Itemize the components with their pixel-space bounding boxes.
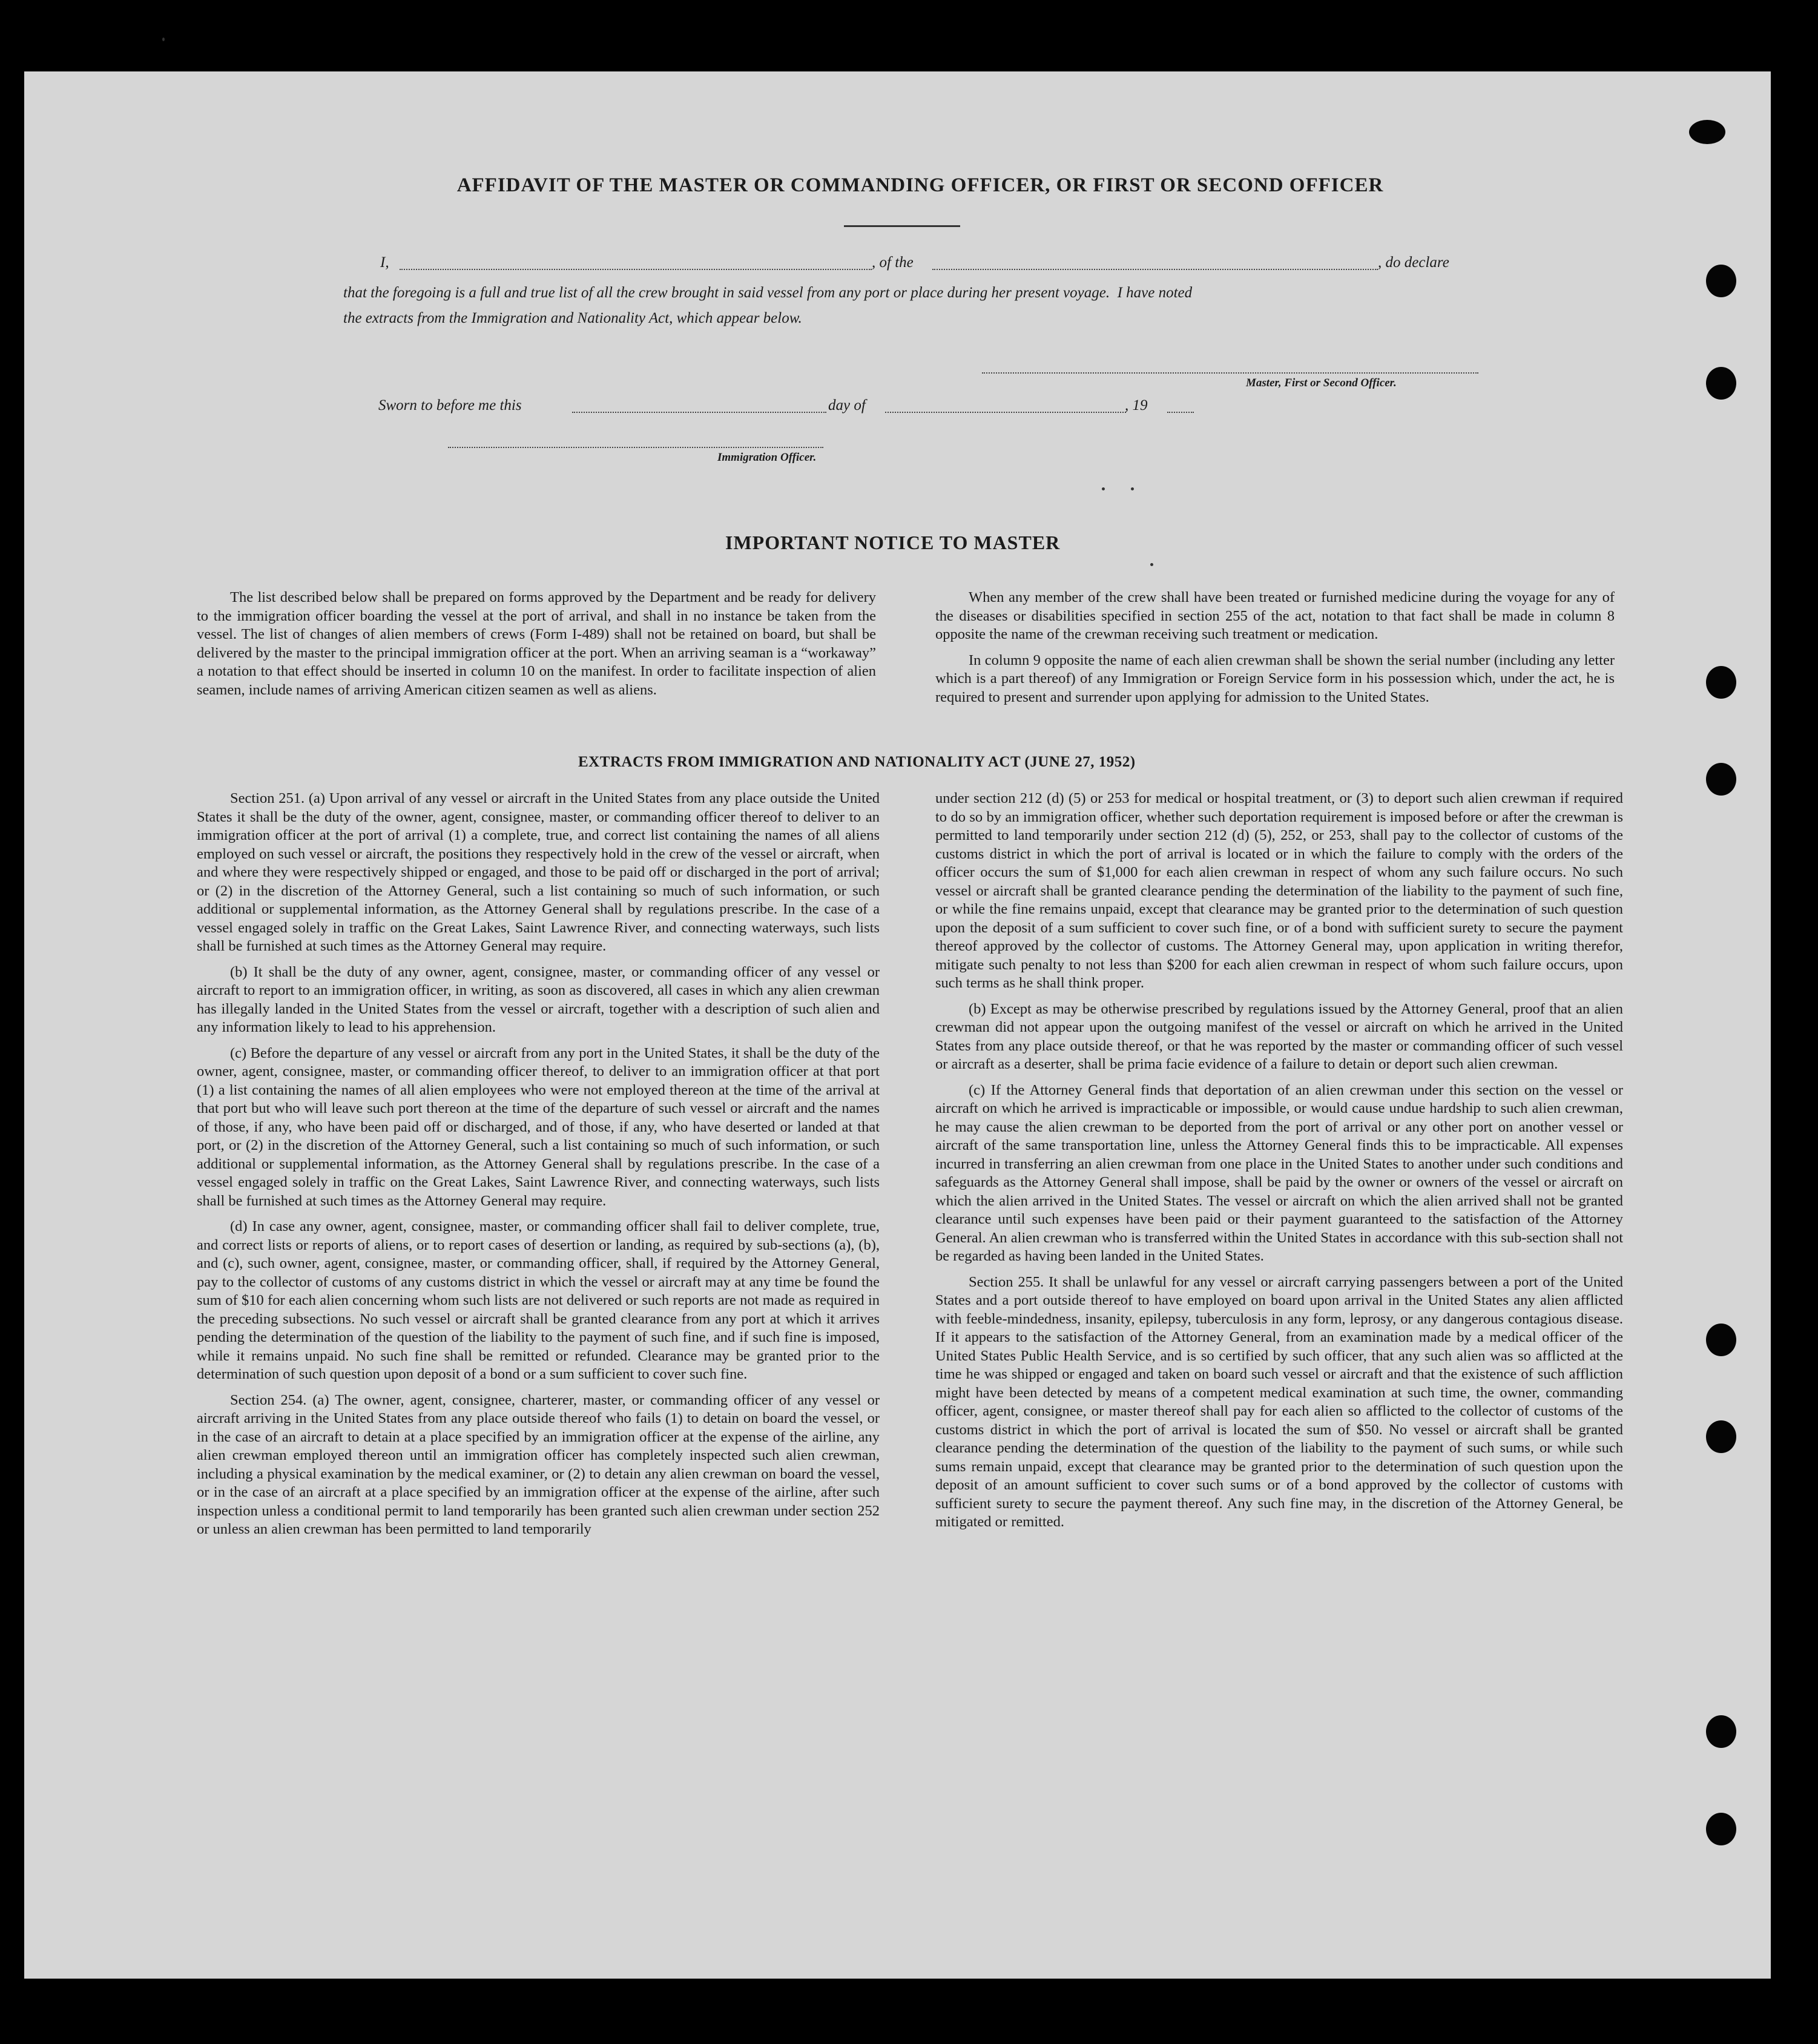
extracts-left-column	[197, 790, 880, 1546]
affidavit-title: AFFIDAVIT OF THE MASTER OR COMMANDING OFFICER, OR FIRST OR SECOND OFFICER	[456, 174, 1384, 196]
title-rule	[844, 225, 960, 227]
i-label: I,	[380, 254, 389, 271]
notice-left-paragraph: The list described below shall be prepared on forms approved by the Department and be ready for delivery to the immigration officer boarding the vessel at the port of arrival, and shall in no instance be taken from the vessel. The list of changes of alien members of crews (Form I-489) shall not be retained on board, but shall be delivered by the master to the principal immigration officer at the port. When an arriving seaman is a “workaway” a notation to that effect should be inserted in column 10 on the manifest. In order to facilitate inspection of alien seamen, include names of arriving American citizen seamen as well as aliens.	[197, 589, 876, 698]
notice-right-column	[935, 588, 1615, 714]
punch-hole	[1706, 1715, 1736, 1748]
notice-heading: IMPORTANT NOTICE TO MASTER	[725, 532, 1061, 553]
scan-speck	[1150, 563, 1153, 566]
day-of-label: day of	[828, 397, 866, 414]
section-251-b: (b) It shall be the duty of any owner, agent, consignee, master, or commanding officer of any vessel or aircraft to report to an immigration officer, in writing, as soon as discovered, all cases in which any alien crewman has illegally landed in the United States from the vessel or aircraft, together with a description of such alien and any information likely to lead to his apprehension.	[197, 963, 880, 1035]
section-254-c: (c) If the Attorney General finds that deportation of an alien crewman under this section on the vessel or aircraft on which he arrived is impracticable or impossible, or would cause undue hardship to such alien crewman, he may cause the alien crewman to be deported from the port of arrival or any other port on another vessel or aircraft of the same transportation line, unless the Attorney General finds this to be impracticable. All expenses incurred in transferring an alien crewman from one place in the United States to another under such conditions and safeguards as the Attorney General shall impose, shall be paid by the owner or owners of the vessel or aircraft on which the alien arrived in the United States. The vessel or aircraft on which the alien arrived shall not be granted clearance until such expenses have been paid or their payment guaranteed to the satisfaction of the Attorney General. An alien crewman who is transferred within the United States in accordance with this sub-section shall not be regarded as having been landed in the United States.	[935, 1081, 1623, 1264]
punch-hole	[1706, 1813, 1736, 1845]
punch-hole	[1689, 120, 1725, 144]
immigration-officer-signature-line[interactable]	[448, 447, 823, 448]
section-251-d: (d) In case any owner, agent, consignee, master, or commanding officer shall fail to deliver complete, true, and correct lists or reports of aliens, or to report cases of desertion or landing, as required by sub-sections (a), (b), and (c), such owner, agent, consignee, master, or commanding officer, shall, if required by the Attorney General, pay to the collector of customs of any customs district in which the vessel or aircraft may at any time be found the sum of $10 for each alien concerning whom such lists are not delivered or such reports are not made as required in the preceding subsections. No such vessel or aircraft shall be granted clearance from any port at which it arrives pending the determination of the question of the liability to the payment of such fine, and if such fine is imposed, while it remains unpaid. No such fine shall be remitted or refunded. Clearance may be granted prior to the determination of such question upon deposit of a bond or a sum sufficient to cover such fine.	[197, 1218, 880, 1382]
notice-left-column	[197, 588, 876, 707]
punch-hole	[1706, 1420, 1736, 1453]
name-blank[interactable]	[400, 269, 872, 270]
master-signature-line[interactable]	[982, 372, 1478, 374]
section-254-b: (b) Except as may be otherwise prescribed by regulations issued by the Attorney General, proof that an alien crewman did not appear upon the outgoing manifest of the vessel or aircraft on which he arrived in the United States from any place outside thereof, or that he was reported by the master or commanding officer of such vessel or aircraft as a deserter, shall be prima facie evidence of a failure to detain or deport such alien crewman.	[935, 1000, 1623, 1072]
section-254-a: Section 254. (a) The owner, agent, consignee, charterer, master, or commanding officer of any vessel or aircraft arriving in the United States from any place outside thereof who fails (1) to detain on board the vessel, or in the case of an aircraft to detain at a place specified by an immigration officer at the expense of the airline, any alien crewman employed thereon until an immigration officer has completely inspected such alien crewman, including a physical examination by the medical examiner, or (2) to detain any alien crewman on board the vessel, or in the case of an aircraft at a place specified by an immigration officer at the expense of the airline, after such inspection unless a conditional permit to land temporarily has been granted such alien crewman under section 252 or unless an alien crewman has been permitted to land temporarily	[197, 1391, 880, 1537]
scan-speck	[162, 38, 165, 41]
scan-speck	[1102, 487, 1105, 490]
sworn-day-blank[interactable]	[572, 412, 826, 413]
notice-right-paragraph-2: In column 9 opposite the name of each alien crewman shall be shown the serial number (including any letter which is a part thereof) of any Immigration or Foreign Service form in his possession which, under the act, he is required to present and surrender upon applying for admission to the United States.	[935, 651, 1615, 705]
vessel-blank[interactable]	[932, 269, 1378, 270]
section-255: Section 255. It shall be unlawful for any vessel or aircraft carrying passengers between a port of the United States and a port outside thereof to have employed on board upon arrival in the United States any alien afflicted with feeble-mindedness, insanity, epilepsy, tuberculosis in any form, leprosy, or any dangerous contagious disease. If it appears to the satisfaction of the Attorney General, from an examination made by a medical officer of the United States Public Health Service, and is so certified by such officer, that any such alien was so afflicted at the time he was shipped or engaged and taken on board such vessel or aircraft and that the existence of such affliction might have been detected by means of a competent medical examination at such time, the owner, commanding officer, agent, consignee, or master thereof shall pay for each alien so afflicted to the collector of customs of the customs district in which the port of arrival is located the sum of $50. No vessel or aircraft shall be granted clearance pending the determination of the question of the liability to the payment of such sums, or while such sums remain unpaid, except that clearance may be granted prior to the determination of such question upon the deposit of an amount sufficient to cover such sums or of a bond approved by the collector of customs with sufficient surety to secure the payment thereof. Any such fine may, in the discretion of the Attorney General, be mitigated or remitted.	[935, 1273, 1623, 1530]
year-label: , 19	[1125, 397, 1148, 414]
scan-speck	[1131, 487, 1134, 490]
notice-right-paragraph-1: When any member of the crew shall have been treated or furnished medicine during the voyage for any of the diseases or disabilities specified in section 255 of the act, notation to that fact shall be made in column 8 opposite the name of the crewman receiving such treatment or medication.	[935, 589, 1615, 642]
extracts-right-column	[935, 790, 1623, 1539]
immigration-officer-caption: Immigration Officer.	[717, 451, 817, 464]
sworn-label: Sworn to before me this	[378, 397, 522, 414]
sworn-year-blank[interactable]	[1167, 412, 1194, 413]
section-254-a-continued: under section 212 (d) (5) or 253 for medical or hospital treatment, or (3) to deport such alien crewman if required to do so by an immigration officer, whether such deportation requirement is imposed before or after the crewman is permitted to land temporarily under section 212 (d) (5), 252, or 253, shall pay to the collector of customs of the customs district in which the port of arrival is located or in which the failure to comply with the orders of the officer occurs the sum of $1,000 for each alien crewman in respect of whom any such failure occurs. No such vessel or aircraft shall be granted clearance pending the determination of the liability to the payment of such fine, or while the fine remains unpaid, except that clearance may be granted prior to the determination of such question upon the deposit of a sum sufficient to cover such fine, or of a bond with sufficient surety to secure the payment thereof approved by the collector of customs. The Attorney General may, upon application in writing therefor, mitigate such penalty to not less than $200 for each alien crewman in respect of whom such failure occurs, upon such terms as he shall think proper.	[935, 790, 1623, 991]
extracts-heading: EXTRACTS FROM IMMIGRATION AND NATIONALITY ACT (JUNE 27, 1952)	[578, 754, 1136, 770]
sworn-month-blank[interactable]	[885, 412, 1126, 413]
master-signature-caption: Master, First or Second Officer.	[1246, 377, 1397, 389]
punch-hole	[1706, 763, 1736, 796]
punch-hole	[1706, 367, 1736, 400]
declaration-line-1: that the foregoing is a full and true list of all the crew brought in said vessel from any port or place during her present voyage. I have noted	[343, 285, 1193, 301]
punch-hole	[1706, 1324, 1736, 1356]
punch-hole	[1706, 265, 1736, 297]
of-the-label: , of the	[872, 254, 914, 271]
do-declare-label: , do declare	[1378, 254, 1449, 271]
section-251-a: Section 251. (a) Upon arrival of any vessel or aircraft in the United States from any place outside the United States it shall be the duty of the owner, agent, consignee, master, or commanding officer thereof to deliver to an immigration officer at the port of arrival (1) a complete, true, and correct list containing the names of all aliens employed on such vessel or aircraft, the positions they respectively hold in the crew of the vessel or aircraft, when and where they were respectively shipped or engaged, and those to be paid off or discharged in the port of arrival; or (2) in the discretion of the Attorney General, such a list containing so much of such information, or such additional or supplemental information, as the Attorney General shall by regulations prescribe. In the case of a vessel engaged solely in traffic on the Great Lakes, Saint Lawrence River, and connecting waterways, such lists shall be furnished at such times as the Attorney General may require.	[197, 790, 880, 954]
punch-hole	[1706, 666, 1736, 699]
section-251-c: (c) Before the departure of any vessel or aircraft from any port in the United States, it shall be the duty of the owner, agent, consignee, master, or commanding officer thereof, to deliver to an immigration officer at that port (1) a list containing the names of all alien employees who were not employed thereon at the time of the arrival at that port but who will leave such port thereon at the time of the departure of such vessel or aircraft and the names of those, if any, who have been paid off or discharged, and of those, if any, who have deserted or landed at that port, or (2) in the discretion of the Attorney General, such a list containing so much of such information, or such additional or supplemental information, as the Attorney General shall by regulations prescribe. In the case of a vessel engaged solely in traffic on the Great Lakes, Saint Lawrence River, and connecting waterways, such lists shall be furnished at such times as the Attorney General may require.	[197, 1044, 880, 1209]
declaration-line-2: the extracts from the Immigration and Nationality Act, which appear below.	[343, 310, 802, 326]
